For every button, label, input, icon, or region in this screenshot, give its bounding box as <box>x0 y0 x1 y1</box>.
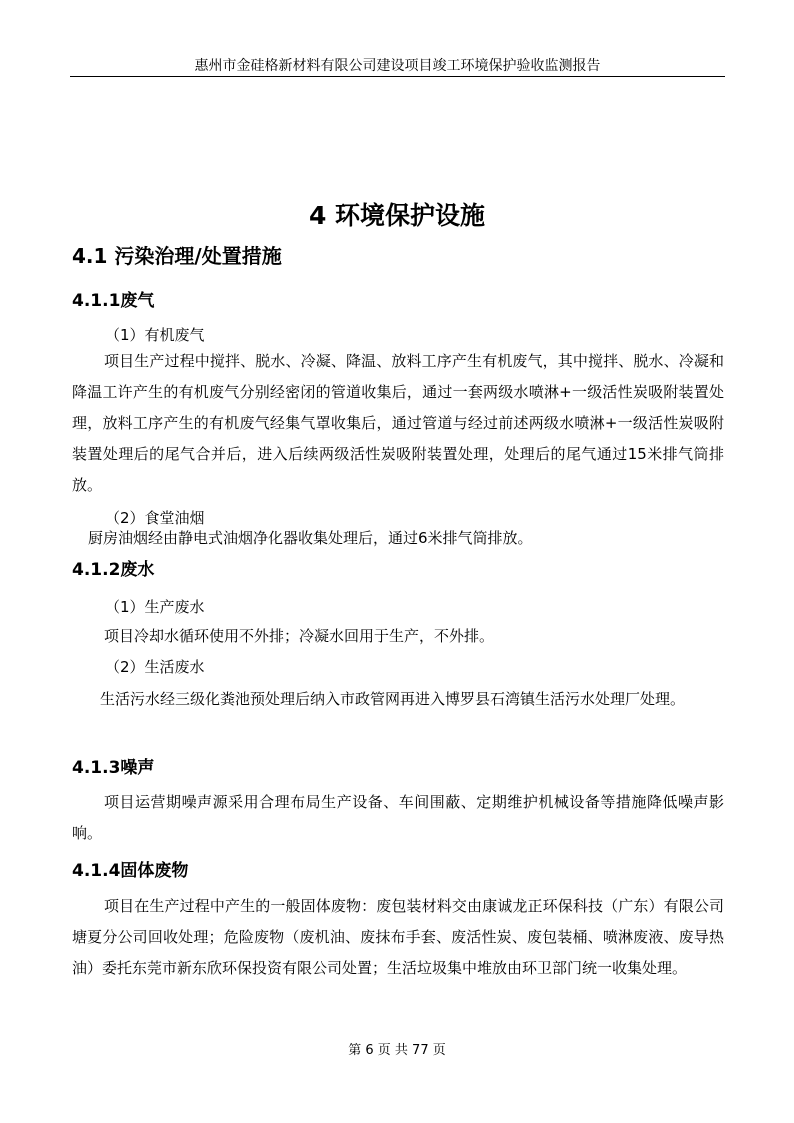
noise-heading: 4.1.3噪声 <box>72 758 155 778</box>
production-water-label: （1）生产废水 <box>105 598 205 616</box>
page-number: 第 6 页 共 77 页 <box>348 1043 446 1058</box>
organic-gas-paragraph: 项目生产过程中搅拌、脱水、冷凝、降温、放料工序产生有机废气，其中搅拌、脱水、冷凝和降温工许产生的有机废气分别经密闭的管道收集后，通过一套两级水喷淋+一级活性炭吸附装置处理，放料工序产生的有机废气经集气罩收集后，通过管道与经过前述两级水喷淋+一级活性炭吸附装置处理后的尾气合并后，进入后续两级活性炭吸附装置处理，处理后的尾气通过15米排气筒排放。 <box>72 352 724 494</box>
chapter-title: 4 环境保护设施 <box>308 201 486 230</box>
kitchen-fume-paragraph: 厨房油烟经由静电式油烟净化器收集处理后，通过6米排气筒排放。 <box>88 529 533 547</box>
solid-waste-paragraph: 项目在生产过程中产生的一般固体废物：废包装材料交由康诚龙正环保科技（广东）有限公司塘夏分公司回收处理；危险废物（废机油、废抹布手套、废活性炭、废包装桶、喷淋废液、废导热油）委托东莞市新东欣环保投资有限公司处置；生活垃圾集中堆放由环卫部门统一收集处理。 <box>72 897 724 977</box>
domestic-water-label: （2）生活废水 <box>105 658 205 676</box>
organic-gas-label: （1）有机废气 <box>105 326 205 344</box>
solid-waste-heading: 4.1.4固体废物 <box>72 861 189 881</box>
page-header-title: 惠州市金硅格新材料有限公司建设项目竣工环境保护验收监测报告 <box>194 58 601 74</box>
noise-paragraph: 项目运营期噪声源采用合理布局生产设备、车间围蔽、定期维护机械设备等措施降低噪声影响。 <box>72 793 724 842</box>
domestic-water-paragraph: 生活污水经三级化粪池预处理后纳入市政管网再进入博罗县石湾镇生活污水处理厂处理。 <box>100 690 686 708</box>
air-heading: 4.1.1废气 <box>72 291 155 311</box>
water-heading: 4.1.2废水 <box>72 560 155 580</box>
kitchen-fume-label: （2）食堂油烟 <box>105 509 205 527</box>
header-divider <box>70 76 725 77</box>
production-water-paragraph: 项目冷却水循环使用不外排；冷凝水回用于生产，不外排。 <box>104 627 495 645</box>
section-title: 4.1 污染治理/处置措施 <box>72 244 282 268</box>
